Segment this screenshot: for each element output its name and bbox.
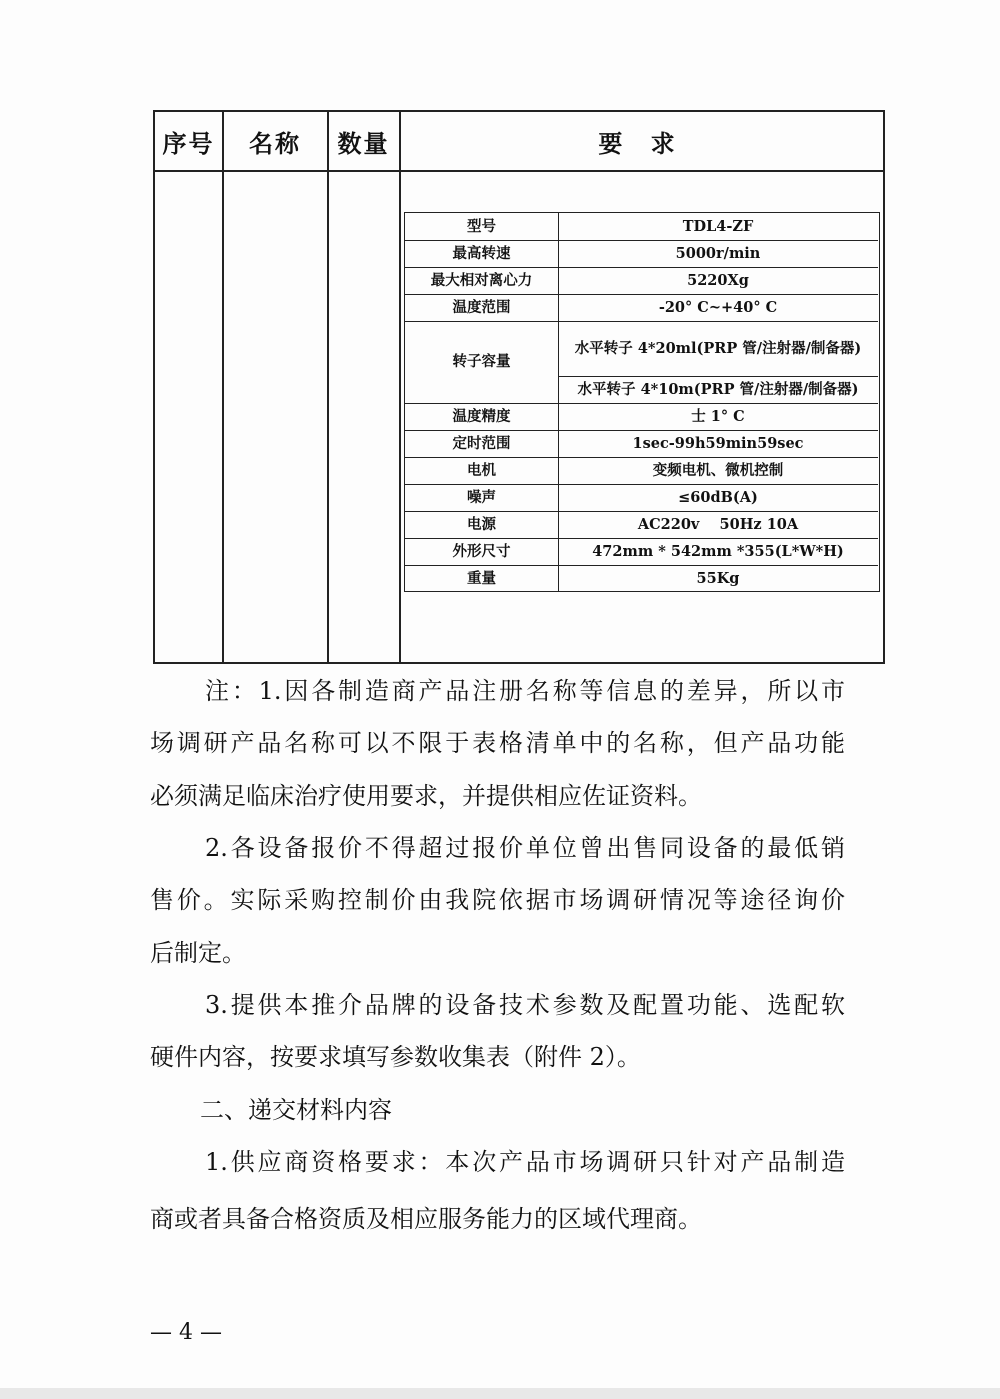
text-line: 注：1.因各制造商产品注册名称等信息的差异，所以市 <box>205 677 845 705</box>
table-border <box>222 110 224 664</box>
spec-value: ≤60dB(A) <box>678 488 758 506</box>
spec-value: 变频电机、微机控制 <box>652 461 784 479</box>
spec-value: 水平转子 4*10m(PRP 管/注射器/制备器) <box>577 380 859 398</box>
table-border <box>883 110 885 664</box>
header-quantity: 数量 <box>337 128 390 158</box>
spec-value: 472mm * 542mm *355(L*W*H) <box>592 542 844 560</box>
text-line: 后制定。 <box>150 939 246 967</box>
spec-label: 最大相对离心力 <box>430 271 533 289</box>
text-line: 售价。实际采购控制价由我院依据市场调研情况等途径询价 <box>150 886 845 914</box>
text-line: 硬件内容，按要求填写参数收集表（附件 2）。 <box>150 1043 641 1071</box>
spec-value: 1sec-99h59min59sec <box>632 434 804 452</box>
spec-value: 5000r/min <box>675 244 761 262</box>
requirement-1: 1.供应商资格要求：本次产品市场调研只针对产品制造 <box>205 1148 845 1176</box>
spec-value: AC220v 50Hz 10A <box>637 515 799 533</box>
spec-value: 士 1° C <box>691 407 745 425</box>
spec-label: 外形尺寸 <box>452 542 511 560</box>
table-border <box>153 170 885 172</box>
page-number: — 4 — <box>150 1320 222 1345</box>
spec-value: 水平转子 4*20ml(PRP 管/注射器/制备器) <box>574 339 862 357</box>
text-line: 必须满足临床治疗使用要求，并提供相应佐证资料。 <box>150 782 702 810</box>
table-border <box>153 662 885 664</box>
spec-label: 型号 <box>467 217 496 235</box>
spec-value: -20° C~+40° C <box>658 298 778 316</box>
table-border <box>327 110 329 664</box>
table-border <box>399 110 401 664</box>
spec-table <box>404 212 880 592</box>
column-divider <box>558 213 559 591</box>
spec-label: 最高转速 <box>452 244 511 262</box>
spec-label: 温度精度 <box>452 407 511 425</box>
spec-value: TDL4-ZF <box>682 217 754 235</box>
header-requirements: 要 求 <box>598 128 685 158</box>
text-line: 场调研产品名称可以不限于表格清单中的名称，但产品功能 <box>150 729 845 757</box>
note-2: 2.各设备报价不得超过报价单位曾出售同设备的最低销 <box>205 834 845 862</box>
note-3: 3.提供本推介品牌的设备技术参数及配置功能、选配软 <box>205 991 845 1019</box>
scan-edge <box>0 1388 1000 1399</box>
spec-label: 噪声 <box>467 488 496 506</box>
header-index: 序号 <box>162 128 215 158</box>
spec-label: 转子容量 <box>452 353 511 371</box>
text-line: 商或者具备合格资质及相应服务能力的区域代理商。 <box>150 1205 702 1233</box>
table-border <box>153 110 155 664</box>
spec-label: 温度范围 <box>452 298 511 316</box>
spec-label: 定时范围 <box>452 434 511 452</box>
spec-label: 重量 <box>467 569 496 587</box>
spec-label: 电源 <box>467 515 496 533</box>
spec-value: 5220Xg <box>687 271 749 289</box>
note-1 <box>205 674 845 708</box>
header-name: 名称 <box>249 128 301 158</box>
spec-value: 55Kg <box>696 569 740 587</box>
section-heading: 二、递交材料内容 <box>200 1096 392 1124</box>
spec-label: 电机 <box>467 461 496 479</box>
